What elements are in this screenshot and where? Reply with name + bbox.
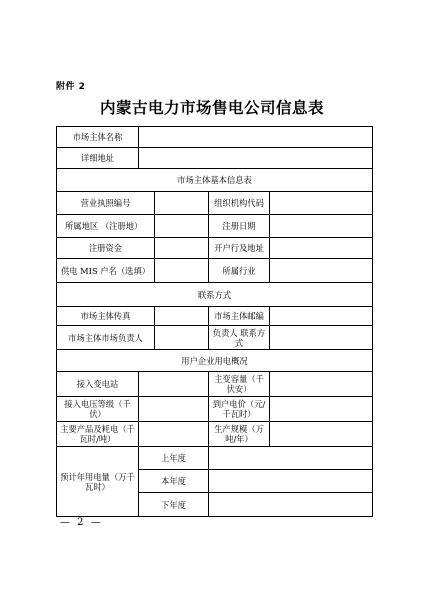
value-product[interactable]	[139, 422, 209, 447]
value-voltage[interactable]	[139, 397, 209, 422]
value-zip[interactable]	[270, 307, 373, 326]
section-contact: 联系方式	[57, 283, 373, 307]
value-this-year[interactable]	[209, 470, 373, 493]
label-voltage: 接入电压等级（千伏）	[57, 397, 139, 422]
label-mis: 供电 MIS 户名（选填）	[57, 259, 155, 283]
value-business-license[interactable]	[155, 192, 209, 215]
info-table	[56, 126, 373, 517]
label-leader-contact: 负责人 联系方式	[209, 326, 270, 350]
label-this-year: 本年度	[139, 470, 209, 493]
label-last-year: 上年度	[139, 447, 209, 470]
value-industry[interactable]	[270, 259, 373, 283]
label-region: 所属地区 （注册地）	[57, 215, 155, 238]
value-next-year[interactable]	[209, 493, 373, 517]
value-mis[interactable]	[155, 259, 209, 283]
label-address: 详细地址	[57, 148, 139, 169]
value-leader[interactable]	[155, 326, 209, 350]
label-next-year: 下年度	[139, 493, 209, 517]
label-capital: 注册资金	[57, 238, 155, 259]
value-capital[interactable]	[155, 238, 209, 259]
label-substation: 接入变电站	[57, 372, 139, 397]
value-leader-contact[interactable]	[270, 326, 373, 350]
label-reg-date: 注册日期	[209, 215, 270, 238]
label-industry: 所属行业	[209, 259, 270, 283]
page-number: — 2 —	[60, 517, 103, 528]
section-basic-info: 市场主体基本信息表	[57, 169, 373, 192]
label-product: 主要产品及耗电（千瓦时/吨）	[57, 422, 139, 447]
value-scale[interactable]	[270, 422, 373, 447]
value-fax[interactable]	[155, 307, 209, 326]
label-entity-name: 市场主体名称	[57, 127, 139, 148]
label-zip: 市场主体邮编	[209, 307, 270, 326]
attachment-label: 附件 2	[56, 82, 86, 92]
value-reg-date[interactable]	[270, 215, 373, 238]
label-leader: 市场主体市场负责人	[57, 326, 155, 350]
value-region[interactable]	[155, 215, 209, 238]
label-forecast: 预计年用电量（万千瓦时）	[57, 447, 139, 517]
value-entity-name[interactable]	[139, 127, 373, 148]
section-user: 用户企业用电概况	[57, 350, 373, 372]
value-substation[interactable]	[139, 372, 209, 397]
label-business-license: 营业执照编号	[57, 192, 155, 215]
value-last-year[interactable]	[209, 447, 373, 470]
label-org-code: 组织机构代码	[209, 192, 270, 215]
value-org-code[interactable]	[270, 192, 373, 215]
label-fax: 市场主体传真	[57, 307, 155, 326]
page-title: 内蒙古电力市场售电公司信息表	[99, 99, 324, 117]
value-address[interactable]	[139, 148, 373, 169]
value-transformer[interactable]	[270, 372, 373, 397]
label-transformer: 主变容量（千伏安）	[209, 372, 270, 397]
label-bank: 开户行及地址	[209, 238, 270, 259]
label-price: 到户电价（元/千瓦时）	[209, 397, 270, 422]
value-bank[interactable]	[270, 238, 373, 259]
label-scale: 生产规模（万吨/年）	[209, 422, 270, 447]
value-price[interactable]	[270, 397, 373, 422]
